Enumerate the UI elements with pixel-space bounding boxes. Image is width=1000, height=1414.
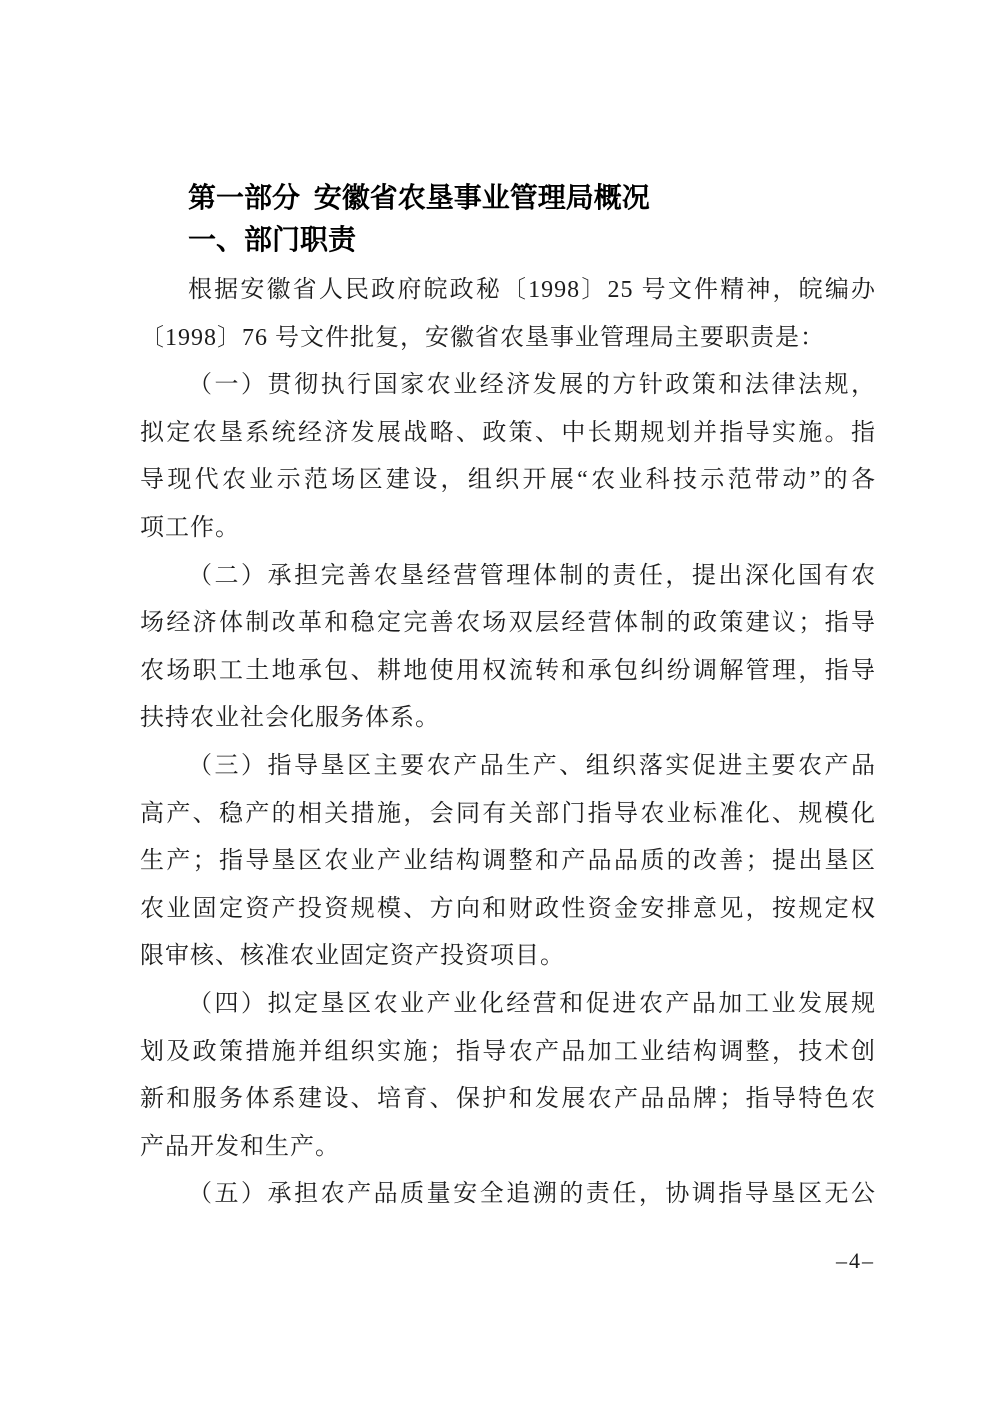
section-heading: 一、部门职责: [188, 224, 357, 255]
text-line: 扶持农业社会化服务体系。: [140, 705, 440, 732]
text-line: 生产；指导垦区农业产业结构调整和产品品质的改善；提出垦区: [140, 848, 876, 875]
page-number: –4–: [836, 1248, 875, 1273]
text-line: 拟定农垦系统经济发展战略、政策、中长期规划并指导实施。指: [140, 419, 876, 446]
text-line: 农场职工土地承包、耕地使用权流转和承包纠纷调解管理，指导: [140, 657, 876, 684]
paragraph-item-1: [140, 362, 876, 552]
part-heading: 第一部分 安徽省农垦事业管理局概况: [188, 182, 650, 213]
paragraph-item-4: [140, 981, 876, 1171]
text-line: （二）承担完善农垦经营管理体制的责任，提出深化国有农: [188, 562, 876, 589]
text-line: 导现代农业示范场区建设，组织开展“农业科技示范带动”的各: [140, 467, 876, 494]
text-line: （三）指导垦区主要农产品生产、组织落实促进主要农产品: [188, 752, 876, 779]
text-line: 限审核、核准农业固定资产投资项目。: [140, 943, 565, 970]
text-line: 新和服务体系建设、培育、保护和发展农产品品牌；指导特色农: [140, 1086, 876, 1113]
text-line: （五）承担农产品质量安全追溯的责任，协调指导垦区无公: [188, 1181, 876, 1208]
text-line: 项工作。: [140, 514, 240, 541]
document-content: [140, 0, 876, 1219]
text-line: 产品开发和生产。: [140, 1133, 340, 1160]
paragraph-item-5: [140, 1171, 876, 1219]
paragraph-item-3: [140, 743, 876, 981]
text-line: 划及政策措施并组织实施；指导农产品加工业结构调整，技术创: [140, 1038, 876, 1065]
text-line: 〔1998〕76 号文件批复，安徽省农垦事业管理局主要职责是：: [140, 324, 825, 351]
text-line: 高产、稳产的相关措施，会同有关部门指导农业标准化、规模化: [140, 800, 876, 827]
text-line: 场经济体制改革和稳定完善农场双层经营体制的政策建议；指导: [140, 610, 876, 637]
text-line: 农业固定资产投资规模、方向和财政性资金安排意见，按规定权: [140, 895, 876, 922]
paragraph-item-2: [140, 553, 876, 743]
text-line: （一）贯彻执行国家农业经济发展的方针政策和法律法规，: [188, 372, 876, 399]
paragraph-intro: [140, 267, 876, 362]
text-line: 根据安徽省人民政府皖政秘〔1998〕25 号文件精神，皖编办: [188, 277, 876, 303]
text-line: （四）拟定垦区农业产业化经营和促进农产品加工业发展规: [188, 990, 876, 1017]
body-text: [140, 267, 876, 1219]
